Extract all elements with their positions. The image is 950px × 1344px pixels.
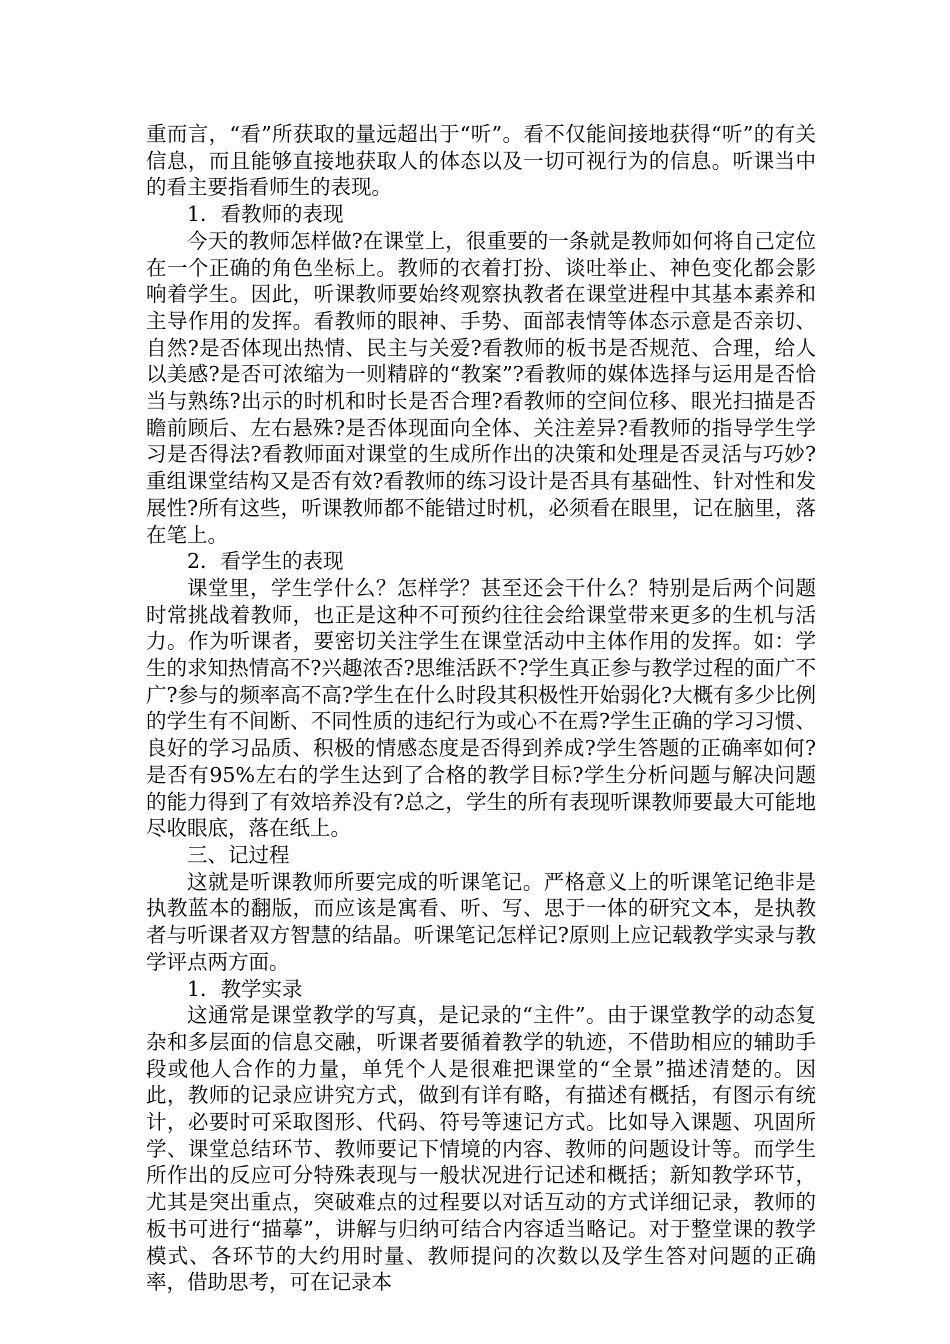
paragraph-record-process: 这就是听课教师所要完成的听课笔记。严格意义上的听课笔记绝非是执教蓝本的翻版，而应该是寓看、听、写、思于一体的研究文本，是执教者与听课者双方智慧的结晶。听课笔记怎样记?原则上应记载教学实录与教学评点两方面。 bbox=[146, 869, 816, 974]
document-page bbox=[146, 121, 816, 1296]
paragraph-intro: 重而言，“看”所获取的量远超出于“听”。看不仅能间接地获得“听”的有关信息，而且能够直接地获取人的体态以及一切可视行为的信息。听课当中的看主要指看师生的表现。 bbox=[146, 122, 816, 200]
paragraph-observe-teacher: 今天的教师怎样做?在课堂上，很重要的一条就是教师如何将自己定位在一个正确的角色坐标上。教师的衣着打扮、谈吐举止、神色变化都会影响着学生。因此，听课教师要始终观察执教者在课堂进程中其基本素养和主导作用的发挥。看教师的眼神、手势、面部表情等体态示意是否亲切、自然?是否体现出热情、民主与关爱?看教师的板书是否规范、合理，给人以美感?是否可浓缩为一则精辟的“教案”?看教师的媒体选择与运用是否恰当与熟练?出示的时机和时长是否合理?看教师的空间位移、眼光扫描是否瞻前顾后、左右悬殊?是否体现面向全体、关注差异?看教师的指导学生学习是否得法?看教师面对课堂的生成所作出的决策和处理是否灵活与巧妙?重组课堂结构又是否有效?看教师的练习设计是否具有基础性、针对性和发展性?所有这些，听课教师都不能错过时机，必须看在眼里，记在脑里，落在笔上。 bbox=[146, 228, 816, 547]
heading-observe-students: 2．看学生的表现 bbox=[187, 549, 344, 574]
paragraph-observe-students: 课堂里，学生学什么？怎样学？甚至还会干什么？特别是后两个问题时常挑战着教师，也正是这种不可预约往往会给课堂带来更多的生机与活力。作为听课者，要密切关注学生在课堂活动中主体作用的发挥。如：学生的求知热情高不?兴趣浓否?思维活跃不?学生真正参与教学过程的面广不广?参与的频率高不高?学生在什么时段其积极性开始弱化?大概有多少比例的学生有不间断、不同性质的违纪行为或心不在焉?学生正确的学习习惯、良好的学习品质、积极的情感态度是否得到养成?学生答题的正确率如何?是否有95%左右的学生达到了合格的教学目标?学生分析问题与解决问题的能力得到了有效培养没有?总之，学生的所有表现听课教师要最大可能地尽收眼底，落在纸上。 bbox=[146, 575, 816, 841]
heading-record-process: 三、记过程 bbox=[187, 842, 290, 867]
heading-observe-teacher: 1．看教师的表现 bbox=[187, 202, 344, 227]
paragraph-teaching-record: 这通常是课堂教学的写真，是记录的“主件”。由于课堂教学的动态复杂和多层面的信息交融，听课者要循着教学的轨迹，不借助相应的辅助手段或他人合作的力量，单凭个人是很难把课堂的“全景”描述清楚的。因此，教师的记录应讲究方式，做到有详有略，有描述有概括，有图示有统计，必要时可采取图形、代码、符号等速记方式。比如导入课题、巩固所学、课堂总结环节、教师要记下情境的内容、教师的问题设计等。而学生所作出的反应可分特殊表现与一般状况进行记述和概括；新知教学环节，尤其是突出重点，突破难点的过程要以对话互动的方式详细记录，教师的板书可进行“描摹”，讲解与归纳可结合内容适当略记。对于整堂课的教学模式、各环节的大约用时量、教师提问的次数以及学生答对问题的正确率，借助思考，可在记录本 bbox=[146, 1003, 816, 1295]
heading-teaching-record: 1．教学实录 bbox=[187, 976, 303, 1001]
